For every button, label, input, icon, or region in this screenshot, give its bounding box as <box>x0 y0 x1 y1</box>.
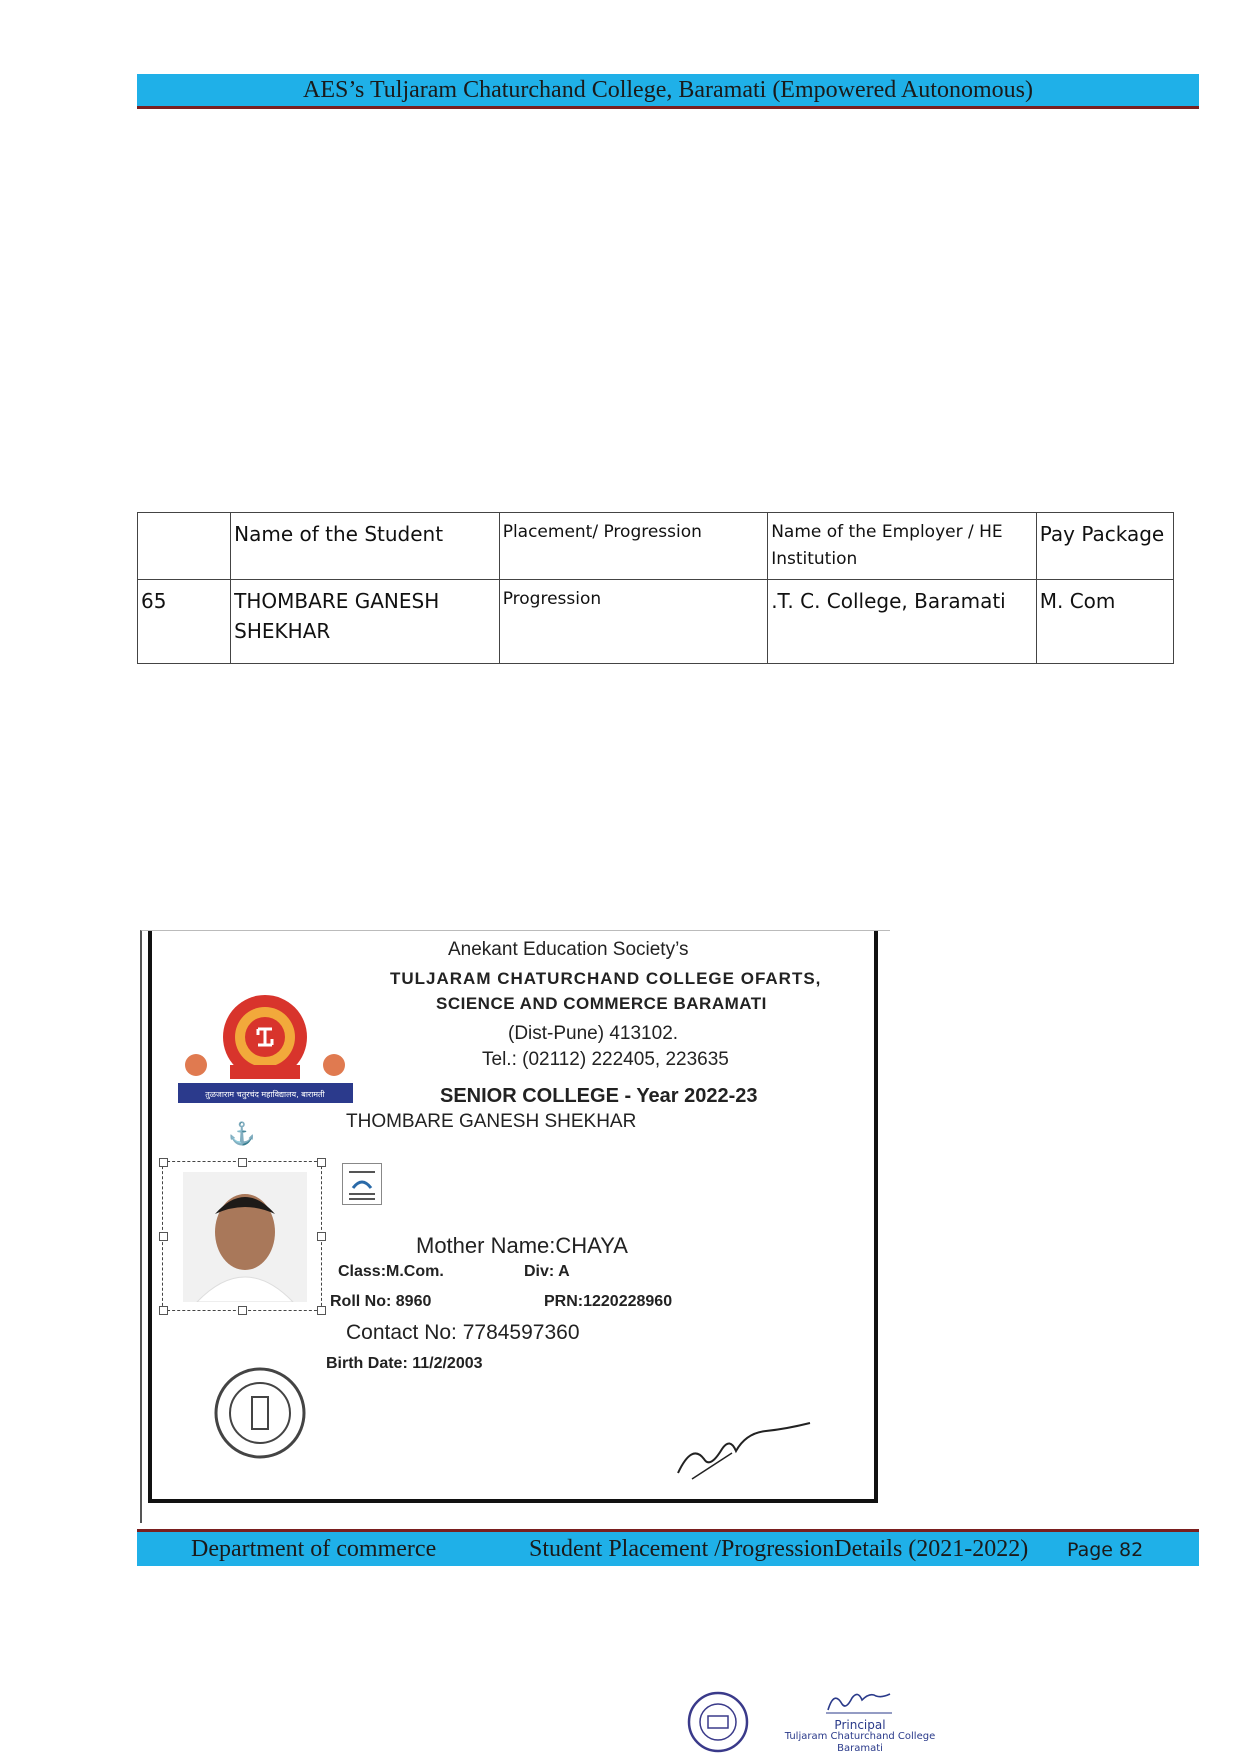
header-cell-employer: Name of the Employer / HE Institution <box>768 513 1037 580</box>
student-roll-no: Roll No: 8960 <box>330 1293 432 1310</box>
student-division: Div: A <box>524 1263 570 1280</box>
principal-place: Baramati <box>837 1743 883 1754</box>
layout-options-icon[interactable] <box>342 1163 382 1205</box>
footer-department: Department of commerce <box>191 1536 437 1562</box>
progression-table <box>137 512 1174 664</box>
college-telephone: Tel.: (02112) 222405, 223635 <box>482 1049 729 1070</box>
student-contact: Contact No: 7784597360 <box>346 1321 580 1344</box>
logo-text: तुळजाराम चतुरचंद महाविद्यालय, बारामती <box>205 1090 325 1099</box>
resize-handle[interactable] <box>317 1158 326 1167</box>
principal-college: Tuljaram Chaturchand College <box>784 1731 936 1742</box>
bottom-college-stamp-icon <box>686 1690 750 1754</box>
college-seal-icon <box>212 1365 308 1461</box>
cell-pay-package: M. Com <box>1036 580 1173 664</box>
cell-employer: .T. C. College, Baramati <box>768 580 1037 664</box>
resize-handle[interactable] <box>238 1306 247 1315</box>
resize-handle[interactable] <box>159 1232 168 1241</box>
card-student-name: THOMBARE GANESH SHEKHAR <box>346 1111 637 1132</box>
college-logo-icon <box>178 987 353 1107</box>
anchor-icon[interactable]: ⚓ <box>228 1121 256 1146</box>
card-section-title: SENIOR COLLEGE - Year 2022-23 <box>440 1085 758 1107</box>
header-title: AES’s Tuljaram Chaturchand College, Baramati (Empowered Autonomous) <box>303 76 1033 103</box>
id-card <box>148 931 878 1503</box>
cell-placement: Progression <box>499 580 768 664</box>
society-name: Anekant Education Society’s <box>448 939 689 960</box>
principal-signature-icon <box>672 1421 832 1481</box>
cell-sno: 65 <box>138 580 231 664</box>
footer-title: Student Placement /ProgressionDetails (2021-2022) <box>529 1536 1029 1562</box>
principal-signature-mark-icon <box>824 1688 894 1716</box>
header-cell-sno <box>138 513 231 580</box>
resize-handle[interactable] <box>159 1158 168 1167</box>
resize-handle[interactable] <box>317 1232 326 1241</box>
footer-page-number: Page 82 <box>1067 1539 1144 1561</box>
header-cell-student-name: Name of the Student <box>231 513 500 580</box>
table-header-row <box>138 513 1174 580</box>
header-cell-placement: Placement/ Progression <box>499 513 768 580</box>
mother-name: Mother Name:CHAYA <box>416 1233 628 1258</box>
resize-handle[interactable] <box>317 1306 326 1315</box>
cell-student-name: THOMBARE GANESH SHEKHAR <box>231 580 500 664</box>
college-name-line2: SCIENCE AND COMMERCE BARAMATI <box>436 994 767 1013</box>
student-photo-frame[interactable] <box>162 1161 322 1311</box>
principal-title: Principal <box>834 1718 886 1732</box>
student-photo <box>183 1172 307 1302</box>
principal-block <box>780 1688 940 1754</box>
student-prn: PRN:1220228960 <box>544 1293 673 1310</box>
resize-handle[interactable] <box>238 1158 247 1167</box>
college-name-line1: TULJARAM CHATURCHAND COLLEGE OFARTS, <box>390 969 822 988</box>
student-birth-date: Birth Date: 11/2/2003 <box>326 1355 483 1372</box>
header-cell-pay-package: Pay Package <box>1036 513 1173 580</box>
page-footer <box>137 1529 1199 1566</box>
student-class: Class:M.Com. <box>338 1263 444 1280</box>
id-card-image[interactable] <box>140 930 890 1523</box>
page-header <box>137 74 1199 109</box>
table-row <box>138 580 1174 664</box>
college-address: (Dist-Pune) 413102. <box>508 1023 679 1044</box>
resize-handle[interactable] <box>159 1306 168 1315</box>
